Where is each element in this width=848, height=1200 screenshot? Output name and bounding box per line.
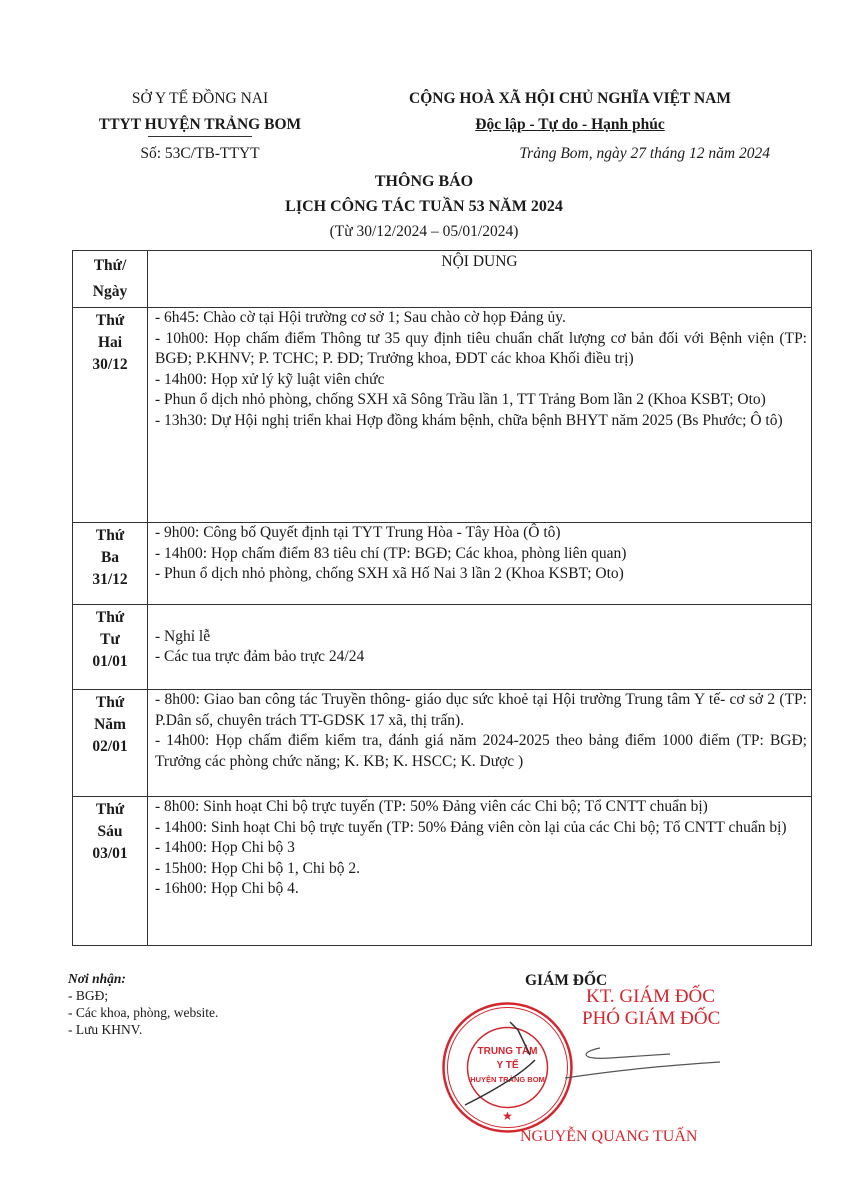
recipients <box>68 970 218 1038</box>
content-cell <box>148 797 812 946</box>
schedule-item: - 9h00: Công bố Quyết định tại TYT Trung Hòa - Tây Hòa (Ô tô) <box>155 524 561 541</box>
weekday: Ba <box>100 549 120 566</box>
motto <box>335 116 805 134</box>
date: 31/12 <box>92 571 128 588</box>
schedule-item: - 16h00: Họp Chi bộ 4. <box>155 880 299 897</box>
weekday: Tư <box>100 631 120 648</box>
table-row <box>73 523 812 605</box>
date: 01/01 <box>92 653 128 670</box>
schedule-item: - 8h00: Sinh hoạt Chi bộ trực tuyến (TP: 50% Đảng viên các Chi bộ; Tổ CNTT chuẩn bị) <box>155 798 708 815</box>
agency-name: SỞ Y TẾ ĐỒNG NAI <box>131 90 269 107</box>
schedule-item: - 14h00: Họp xử lý kỹ luật viên chức <box>155 370 385 388</box>
official-stamp-icon <box>440 1000 575 1135</box>
weekday: Năm <box>94 716 126 733</box>
stamp-line1: TRUNG TÂM <box>477 1046 538 1057</box>
column-header-content: NỘI DUNG <box>148 251 812 308</box>
recipient-item: - Lưu KHNV. <box>68 1022 143 1037</box>
day-label: Thứ <box>95 694 125 711</box>
day-label: Thứ <box>95 801 125 818</box>
schedule-item: - 14h00: Họp Chi bộ 3 <box>155 839 295 856</box>
schedule-item: - 15h00: Họp Chi bộ 1, Chi bộ 2. <box>155 859 360 877</box>
table-row <box>73 690 812 797</box>
unit-name: TTYT HUYỆN TRẢNG BOM <box>98 116 302 133</box>
day-label: Thứ <box>95 609 125 626</box>
schedule-item: - Phun ổ dịch nhỏ phòng, chống SXH xã Hố Nai 3 lần 2 (Khoa KSBT; Oto) <box>155 565 624 582</box>
date: 02/01 <box>92 738 128 755</box>
content-cell <box>148 605 812 690</box>
day-label: Thứ <box>95 312 125 329</box>
day-label: Thứ <box>95 527 125 544</box>
schedule-item: - Phun ổ dịch nhỏ phòng, chống SXH xã Sông Trầu lần 1, TT Trảng Bom lần 2 (Khoa KSBT; Oto) <box>155 391 766 408</box>
doc-title: LỊCH CÔNG TÁC TUẦN 53 NĂM 2024 <box>285 198 563 215</box>
schedule-item: - 13h30: Dự Hội nghị triển khai Hợp đồng khám bệnh, chữa bệnh BHYT năm 2025 (Bs Phước; Ô tô) <box>155 411 783 429</box>
table-row <box>73 605 812 690</box>
signer-name: NGUYỄN QUANG TUẤN <box>520 1128 698 1145</box>
schedule-item: - 6h45: Chào cờ tại Hội trường cơ sở 1; Sau chào cờ họp Đảng ủy. <box>155 309 566 326</box>
schedule-item: - 14h00: Họp chấm điểm 83 tiêu chí (TP: BGĐ; Các khoa, phòng liên quan) <box>155 544 627 562</box>
svg-text:★: ★ <box>502 1109 513 1123</box>
doc-type: THÔNG BÁO <box>374 173 474 190</box>
recipient-item: - Các khoa, phòng, website. <box>68 1005 219 1020</box>
schedule-item: - Nghỉ lễ <box>155 627 211 645</box>
place-date: Trảng Bom, ngày 27 tháng 12 năm 2024 <box>519 145 770 162</box>
table-header-row <box>73 251 812 308</box>
day-cell <box>73 605 148 690</box>
stamp-line2: Y TẾ <box>496 1060 519 1071</box>
recipients-label: Nơi nhận: <box>68 971 126 986</box>
schedule-table <box>72 250 812 946</box>
day-cell <box>73 308 148 523</box>
content-cell <box>148 308 812 523</box>
column-header-day <box>73 251 148 308</box>
day-cell <box>73 797 148 946</box>
weekday: Hai <box>97 334 123 351</box>
content-cell <box>148 690 812 797</box>
schedule-item: - 8h00: Giao ban công tác Truyền thông- giáo dục sức khoẻ tại Hội trường Trung tâm Y tế- cơ sở 2 (TP: P.Dân số, chuyên trách TT-GDSK 17 xã, thị trấn). <box>155 691 807 729</box>
schedule-item: - 14h00: Họp chấm điểm kiểm tra, đánh giá năm 2024-2025 theo bảng điểm 1000 điểm (TP: BGĐ; Trưởng các phòng chức năng; K. KB; K. HSCC; K. Dược ) <box>155 732 807 770</box>
signature-scribble-icon <box>560 1030 730 1080</box>
content-cell <box>148 523 812 605</box>
signature-deputy: PHÓ GIÁM ĐỐC <box>582 1008 721 1029</box>
date: 03/01 <box>92 845 128 862</box>
table-row <box>73 308 812 523</box>
date: 30/12 <box>92 356 128 373</box>
schedule-item: - Các tua trực đảm bảo trực 24/24 <box>155 648 365 665</box>
unit-underline <box>148 136 252 137</box>
recipient-item: - BGĐ; <box>68 988 109 1003</box>
document-number: Số: 53C/TB-TTYT <box>140 145 260 162</box>
weekday: Sáu <box>97 823 123 840</box>
date-range: (Từ 30/12/2024 – 05/01/2024) <box>329 223 519 240</box>
motto-text: Độc lập - Tự do - Hạnh phúc <box>475 116 665 133</box>
signature-title: GIÁM ĐỐC <box>525 972 608 989</box>
signature-kt: KT. GIÁM ĐỐC <box>586 986 715 1007</box>
nation-title: CỘNG HOÀ XÃ HỘI CHỦ NGHĨA VIỆT NAM <box>409 90 731 107</box>
schedule-item: - 10h00: Họp chấm điểm Thông tư 35 quy định tiêu chuẩn chất lượng cơ bản đối với Bệnh viện (TP: BGĐ; P.KHNV; P. TCHC; P. ĐD; Trưởng khoa, ĐDT các khoa Khối điều trị) <box>155 329 807 367</box>
column-header-day-line1: Thứ/ <box>93 257 127 274</box>
table-row <box>73 797 812 946</box>
schedule-item: - 14h00: Sinh hoạt Chi bộ trực tuyến (TP: 50% Đảng viên còn lại của các Chi bộ; Tổ CNTT chuẩn bị) <box>155 818 787 836</box>
stamp-line3: HUYỆN TRẢNG BOM <box>470 1075 545 1084</box>
day-cell <box>73 690 148 797</box>
day-cell <box>73 523 148 605</box>
column-header-day-line2: Ngày <box>92 283 128 300</box>
